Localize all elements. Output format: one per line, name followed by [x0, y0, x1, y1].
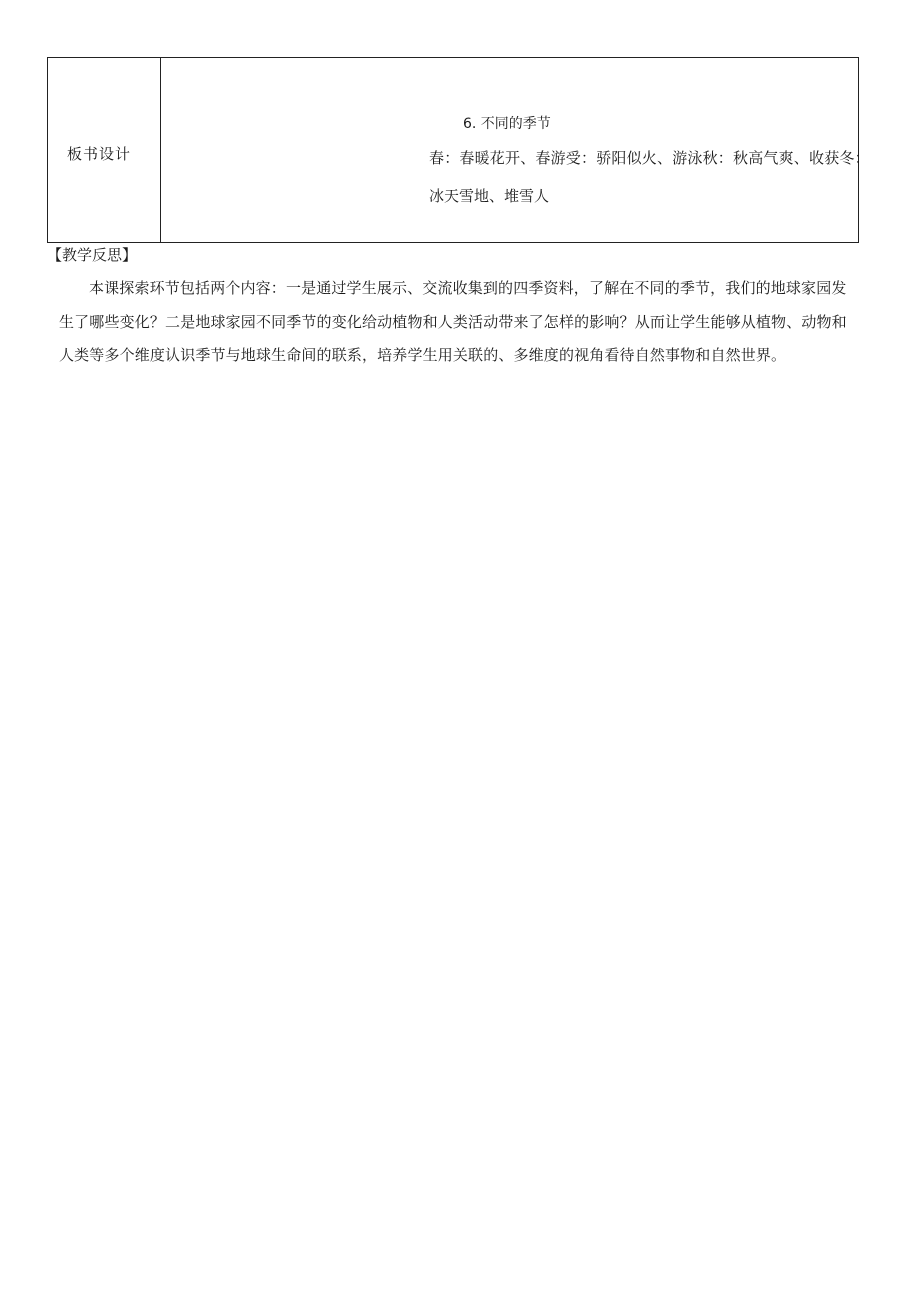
board-content-line-1: 春：春暖花开、春游受：骄阳似火、游泳秋：秋高气爽、收获冬： [429, 149, 870, 167]
board-design-table [47, 57, 870, 243]
reflection-heading: 【教学反思】 [47, 246, 138, 264]
board-content-cell [161, 58, 870, 242]
board-content-line-2: 冰天雪地、堆雪人 [429, 187, 550, 205]
board-title: 6. 不同的季节 [463, 116, 551, 132]
board-design-label: 板书设计 [67, 145, 132, 163]
reflection-paragraph: 本课探索环节包括两个内容：一是通过学生展示、交流收集到的四季资料，了解在不同的季节，我们的地球家园发生了哪些变化？二是地球家园不同季节的变化给动植物和人类活动带来了怎样的影响？从而让学生能够从植物、动物和人类等多个维度认识季节与地球生命间的联系，培养学生用关联的、多维度的视角看待自然事物和自然世界。 [59, 279, 847, 364]
board-label-cell [48, 58, 161, 242]
